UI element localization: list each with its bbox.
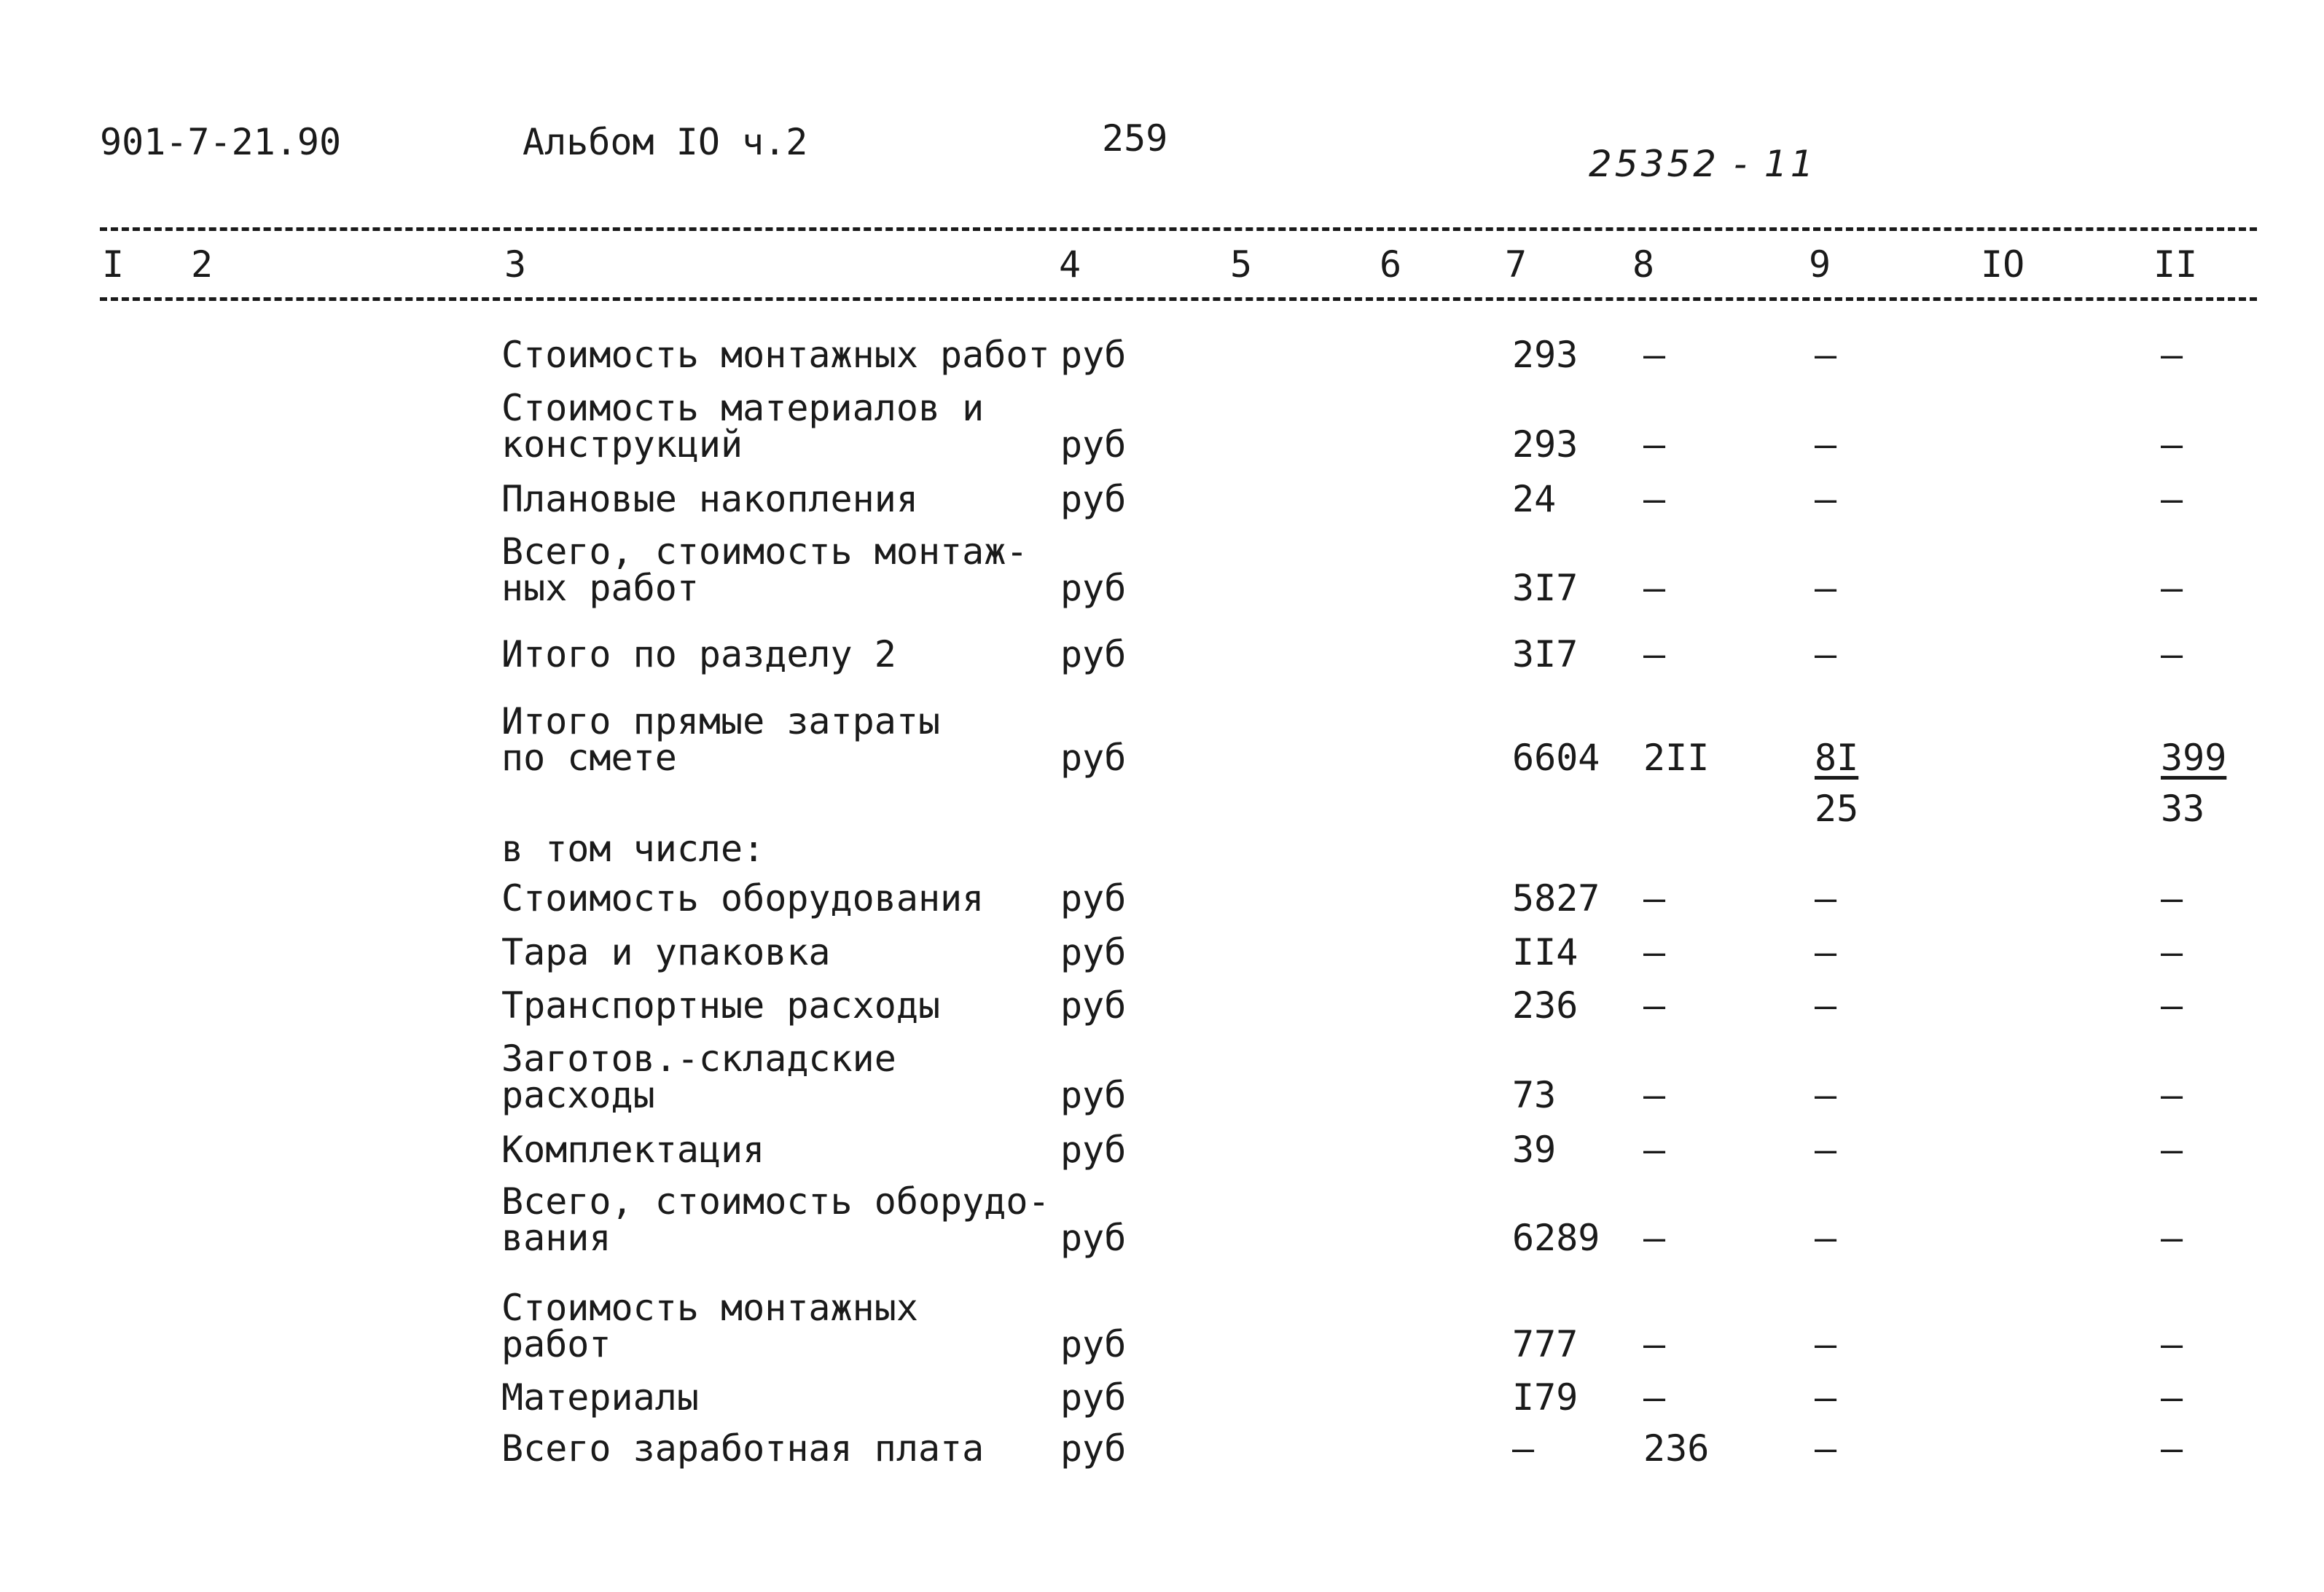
col11-value: – — [2161, 877, 2183, 919]
description-line: Тара и упаковка — [501, 931, 831, 973]
col9-value: – — [1815, 931, 1837, 973]
col8-value: – — [1643, 984, 1666, 1027]
col11-value: – — [2161, 334, 2183, 376]
description-line: Итого по разделу 2 — [501, 633, 896, 675]
column-header: 8 — [1632, 243, 1655, 286]
column-header: 5 — [1230, 243, 1253, 286]
column-header: 6 — [1380, 243, 1402, 286]
col9-value: – — [1815, 633, 1837, 675]
description-line: Плановые накопления — [501, 478, 918, 520]
col7-value: – — [1512, 1427, 1535, 1470]
handwritten-number: 25352 - 11 — [1589, 143, 1817, 185]
description-line: в том числе: — [501, 828, 765, 870]
description-line: Всего, стоимость оборудо- — [501, 1180, 1050, 1223]
header-top-rule — [100, 227, 2257, 231]
col8-value: – — [1643, 334, 1666, 376]
description-line: расходы — [501, 1074, 655, 1116]
unit-cell: руб — [1060, 1074, 1127, 1116]
col7-value: 39 — [1512, 1129, 1557, 1171]
unit-cell: руб — [1060, 931, 1127, 973]
col11-value: – — [2161, 567, 2183, 609]
unit-cell: руб — [1060, 633, 1127, 675]
row-description — [501, 334, 1050, 376]
col9-value: – — [1815, 1217, 1837, 1259]
col11-value: – — [2161, 984, 2183, 1027]
col9-value: – — [1815, 423, 1837, 466]
description-line: Комплектация — [501, 1129, 765, 1171]
row-description — [501, 1427, 985, 1470]
col8-value: – — [1643, 1323, 1666, 1365]
row-description — [501, 1376, 699, 1419]
unit-cell: руб — [1060, 478, 1127, 520]
col11-value: – — [2161, 1323, 2183, 1365]
col8-value: – — [1643, 423, 1666, 466]
col11-value: – — [2161, 423, 2183, 466]
col7-value: 777 — [1512, 1323, 1578, 1365]
column-header: I — [102, 243, 125, 286]
column-header: IO — [1981, 243, 2025, 286]
description-line: работ — [501, 1323, 611, 1365]
col7-value: 6289 — [1512, 1217, 1600, 1259]
description-line: Стоимость материалов и — [501, 387, 985, 429]
row-description — [501, 828, 765, 870]
unit-cell: руб — [1060, 1323, 1127, 1365]
col8-value: – — [1643, 633, 1666, 675]
col9-value: – — [1815, 984, 1837, 1027]
col7-value: 236 — [1512, 984, 1578, 1027]
col8-value: – — [1643, 1074, 1666, 1116]
description-line: Материалы — [501, 1376, 699, 1419]
col8-value: – — [1643, 567, 1666, 609]
unit-cell: руб — [1060, 1129, 1127, 1171]
col9-value: – — [1815, 1129, 1837, 1171]
column-header: 2 — [191, 243, 214, 286]
col8-value: – — [1643, 1217, 1666, 1259]
description-line: Стоимость оборудования — [501, 877, 985, 919]
description-line: Транспортные расходы — [501, 984, 941, 1027]
col8-value: – — [1643, 1129, 1666, 1171]
col8-value: 2II — [1643, 737, 1710, 779]
description-line: Стоимость монтажных работ — [501, 334, 1050, 376]
row-description — [501, 931, 831, 973]
unit-cell: руб — [1060, 423, 1127, 466]
row-description — [501, 387, 985, 466]
col7-value: 73 — [1512, 1074, 1557, 1116]
col7-value: I79 — [1512, 1376, 1578, 1419]
col11-value: – — [2161, 1217, 2183, 1259]
col9-value: – — [1815, 567, 1837, 609]
document-code: 901-7-21.90 — [100, 121, 342, 163]
description-line: Итого прямые затраты — [501, 700, 941, 742]
col11-value: 399 — [2161, 737, 2227, 779]
col11-value: – — [2161, 1129, 2183, 1171]
header-bottom-rule — [100, 297, 2257, 301]
page-number: 259 — [1102, 117, 1168, 160]
col9-value: – — [1815, 1323, 1837, 1365]
row-description — [501, 700, 941, 779]
unit-cell: руб — [1060, 567, 1127, 609]
description-line: вания — [501, 1217, 611, 1259]
row-description — [501, 478, 918, 520]
description-line: по смете — [501, 737, 677, 779]
row-description — [501, 1287, 918, 1365]
col9-value: – — [1815, 334, 1837, 376]
unit-cell: руб — [1060, 1217, 1127, 1259]
description-line: Всего заработная плата — [501, 1427, 985, 1470]
column-header: 7 — [1505, 243, 1527, 286]
col8-value: – — [1643, 877, 1666, 919]
col7-value: II4 — [1512, 931, 1578, 973]
col7-value: 293 — [1512, 423, 1578, 466]
column-header: II — [2153, 243, 2198, 286]
row-description — [501, 1129, 765, 1171]
column-header: 3 — [504, 243, 527, 286]
col7-value: 6604 — [1512, 737, 1600, 779]
col9-value: – — [1815, 478, 1837, 520]
col11-sub-value: 33 — [2161, 788, 2205, 830]
description-line: конструкций — [501, 423, 743, 466]
col9-value: – — [1815, 1427, 1837, 1470]
col7-value: 293 — [1512, 334, 1578, 376]
unit-cell: руб — [1060, 1427, 1127, 1470]
unit-cell: руб — [1060, 877, 1127, 919]
col11-value: – — [2161, 633, 2183, 675]
col9-value: – — [1815, 1376, 1837, 1419]
description-line: Заготов.-складские — [501, 1038, 896, 1080]
col7-value: 3I7 — [1512, 633, 1578, 675]
description-line: Стоимость монтажных — [501, 1287, 918, 1329]
description-line: Всего, стоимость монтаж- — [501, 530, 1028, 573]
unit-cell: руб — [1060, 1376, 1127, 1419]
col11-value: – — [2161, 931, 2183, 973]
col7-value: 5827 — [1512, 877, 1600, 919]
unit-cell: руб — [1060, 984, 1127, 1027]
row-description — [501, 1180, 1050, 1259]
description-line: ных работ — [501, 567, 699, 609]
col11-value: – — [2161, 1427, 2183, 1470]
row-description — [501, 984, 941, 1027]
col8-value: – — [1643, 931, 1666, 973]
col9-value: 8I — [1815, 737, 1859, 779]
col7-value: 3I7 — [1512, 567, 1578, 609]
album-label: Альбом IO ч.2 — [523, 121, 808, 163]
row-description — [501, 1038, 896, 1116]
col11-value: – — [2161, 1074, 2183, 1116]
column-header: 4 — [1059, 243, 1081, 286]
column-header: 9 — [1809, 243, 1831, 286]
col9-sub-value: 25 — [1815, 788, 1859, 830]
col8-value: – — [1643, 1376, 1666, 1419]
row-description — [501, 633, 896, 675]
col11-value: – — [2161, 1376, 2183, 1419]
col8-value: – — [1643, 478, 1666, 520]
col7-value: 24 — [1512, 478, 1557, 520]
col11-value: – — [2161, 478, 2183, 520]
row-description — [501, 530, 1028, 609]
col9-value: – — [1815, 1074, 1837, 1116]
col9-value: – — [1815, 877, 1837, 919]
unit-cell: руб — [1060, 334, 1127, 376]
col8-value: 236 — [1643, 1427, 1710, 1470]
unit-cell: руб — [1060, 737, 1127, 779]
row-description — [501, 877, 985, 919]
